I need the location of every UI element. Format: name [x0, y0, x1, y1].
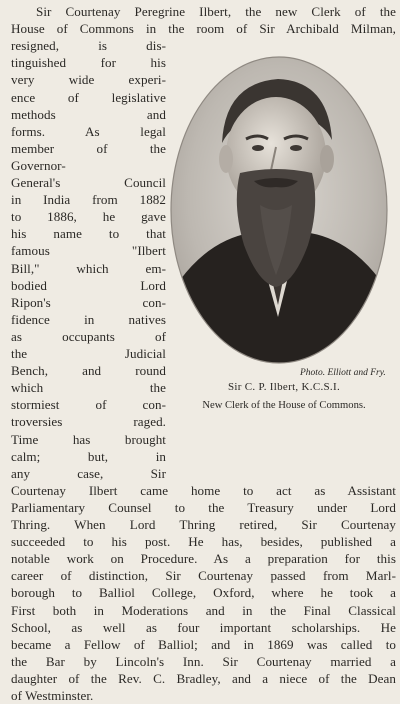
text-line: notable work on Procedure. As a preparation for this — [11, 551, 396, 567]
text-line: as occupants of — [11, 328, 166, 344]
text-line: of Westminster. — [11, 688, 94, 703]
text-line: the Bar by Lincoln's Inn. Sir Courtenay married a — [11, 653, 396, 669]
text-line: which the — [11, 380, 166, 396]
text-line: the Judicial — [11, 346, 166, 361]
text-line: Governor- — [11, 157, 66, 173]
text-line: House of Commons in the room of Sir Archibald Milman, — [11, 21, 396, 37]
text-line: Parliamentary Counsel to the Treasury under Lord — [11, 499, 396, 515]
text-line: ence of legislative — [11, 89, 166, 105]
text-line: became a Fellow of Balliol; and in 1869 was called to — [11, 636, 396, 652]
text-line: succeeded to his post. He has, besides, published a — [11, 534, 396, 550]
text-line: stormiest of con- — [11, 397, 166, 413]
text-line: School, as well as four important scholarships. He — [11, 619, 396, 635]
text-line: Bench, and round — [11, 363, 166, 379]
text-line: Sir Courtenay Peregrine Ilbert, the new Clerk of the — [36, 4, 396, 19]
text-line: Thring. When Lord Thring retired, Sir Courtenay — [11, 517, 396, 532]
portrait-image — [170, 55, 388, 365]
text-line: any case, Sir — [11, 465, 166, 481]
photo-credit: Photo. Elliott and Fry. — [300, 368, 386, 378]
text-line: tinguished for his — [11, 55, 166, 71]
text-line: member of the — [11, 140, 166, 156]
text-line: Courtenay Ilbert came home to act as Assistant — [11, 482, 396, 498]
text-line: General's Council — [11, 175, 166, 190]
text-line: forms. As legal — [11, 123, 166, 139]
text-line: his name to that — [11, 226, 166, 242]
text-line: daughter of the Rev. C. Bradley, and a niece of the Dean — [11, 670, 396, 686]
caption-title: New Clerk of the House of Commons. — [202, 400, 366, 411]
text-line: famous "Ilbert — [11, 243, 166, 259]
text-line: Ripon's con- — [11, 294, 166, 310]
text-line: methods and — [11, 106, 166, 122]
text-line: in India from 1882 — [11, 192, 166, 208]
text-line: to 1886, he gave — [11, 209, 166, 225]
text-line: Bill," which em- — [11, 260, 166, 276]
text-line: very wide experi- — [11, 72, 166, 88]
text-line: fidence in natives — [11, 311, 166, 327]
caption-name: Sir C. P. Ilbert, K.C.S.I. — [227, 381, 340, 393]
text-line: First both in Moderations and in the Final Classical — [11, 602, 396, 618]
text-line: resigned, is dis- — [11, 38, 166, 54]
text-line: calm; but, in — [11, 448, 166, 464]
text-line: career of distinction, Sir Courtenay passed from Marl- — [11, 568, 396, 584]
text-line: bodied Lord — [11, 277, 166, 293]
text-line: borough to Balliol College, Oxford, where he took a — [11, 585, 396, 601]
text-line: troversies raged. — [11, 414, 166, 430]
text-line: Time has brought — [11, 431, 166, 447]
